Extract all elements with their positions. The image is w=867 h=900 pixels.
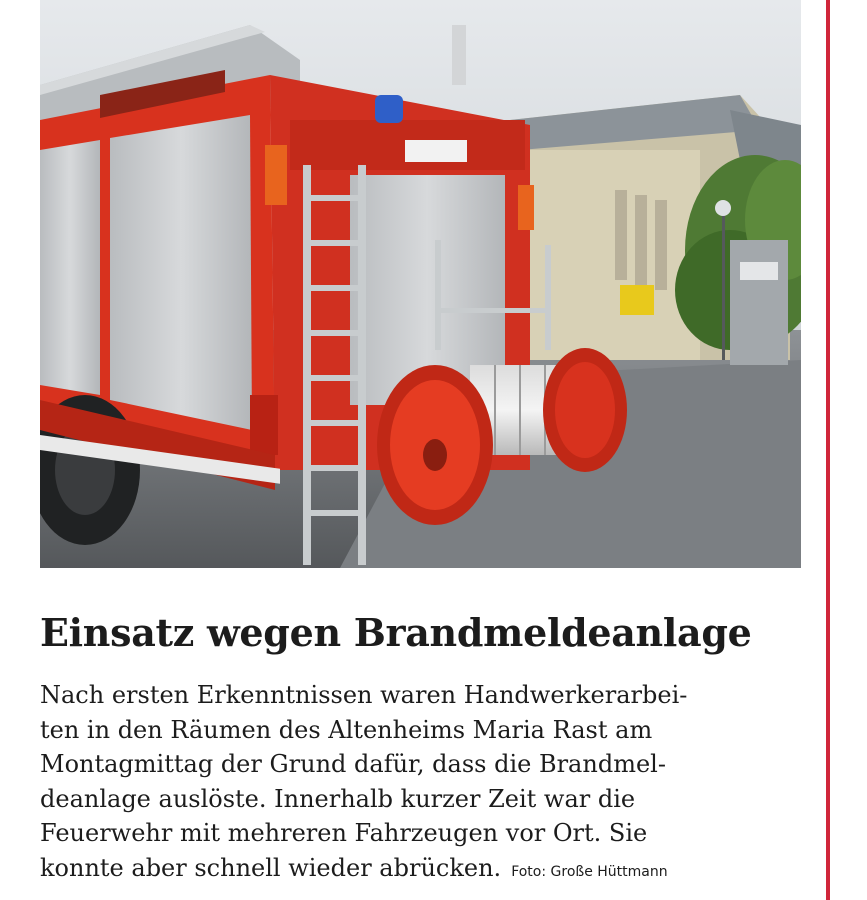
fire-truck-photo — [40, 0, 801, 568]
article-body — [40, 678, 820, 889]
photo-credit: Foto: Große Hüttmann — [511, 863, 668, 880]
body-line: ten in den Räumen des Altenheims Maria Rast am — [40, 715, 653, 744]
column-rule — [826, 0, 830, 900]
article-headline: Einsatz wegen Brandmeldeanlage — [40, 610, 752, 655]
body-line: Feuerwehr mit mehreren Fahrzeugen vor Ort. Sie — [40, 819, 648, 847]
body-line-text: konnte aber schnell wieder abrücken. — [40, 853, 502, 882]
body-line: Nach ersten Erkenntnissen waren Handwerkerarbei- — [40, 681, 688, 709]
body-line-last — [40, 851, 820, 890]
article-photo — [40, 0, 801, 568]
body-line: deanlage auslöste. Innerhalb kurzer Zeit war die — [40, 784, 636, 813]
body-line: Montagmittag der Grund dafür, dass die Brandmel- — [40, 750, 666, 778]
